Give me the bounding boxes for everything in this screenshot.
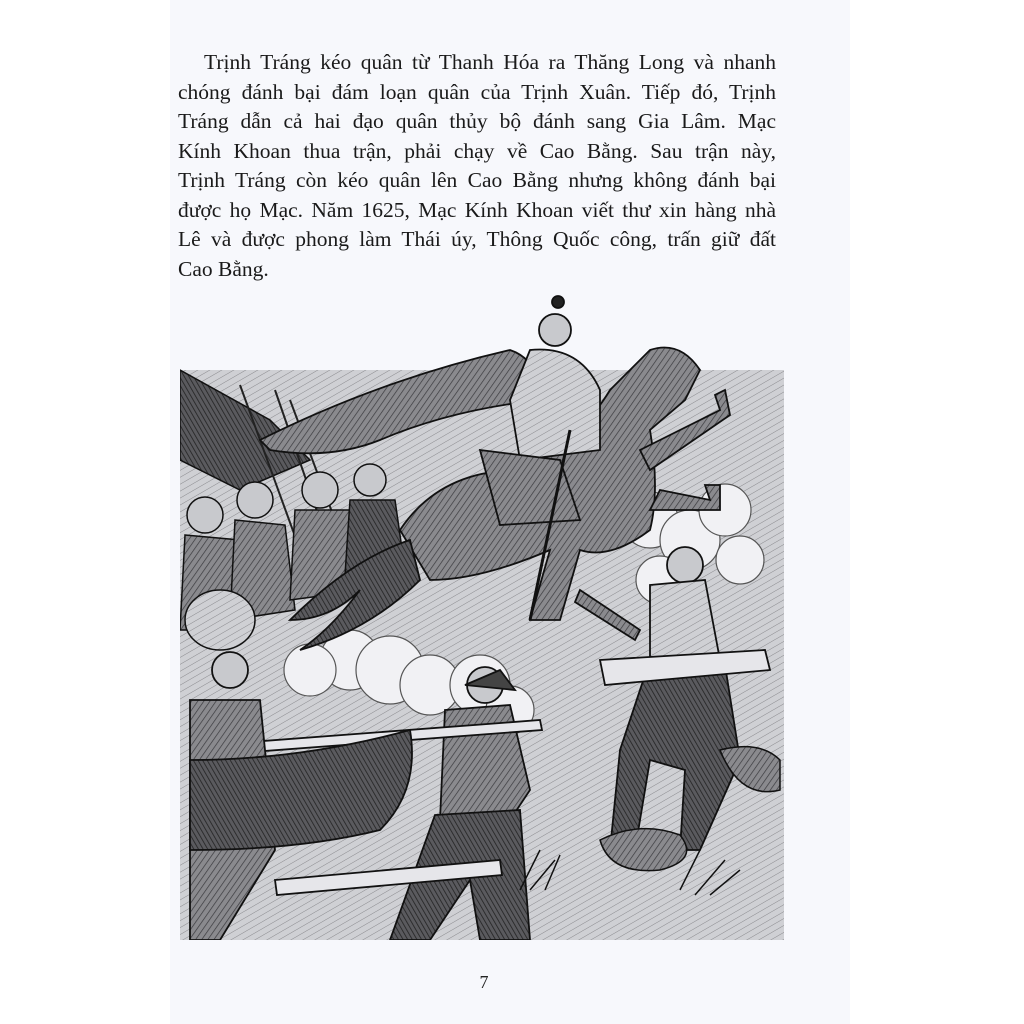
text-line: được họ Mạc. Năm 1625, Mạc Kính Khoan viết thư xin hàng nhà [178,197,776,222]
page-number-text: 7 [479,972,489,992]
text-line: chóng đánh bại đám loạn quân của Trịnh Xuân. Tiếp đó, Trịnh [178,79,776,104]
text-line: Trịnh Tráng còn kéo quân lên Cao Bằng nhưng không đánh bại [178,168,776,192]
paragraph [178,48,776,284]
text-line: Trịnh Tráng kéo quân từ Thanh Hóa ra Thăng Long và nhanh [204,50,776,74]
left-margin [0,0,170,1024]
text-line: Lê và được phong làm Thái úy, Thông Quốc công, trấn giữ đất [178,227,776,251]
text-line: Kính Khoan thua trận, phải chạy về Cao Bằng. Sau trận này, [178,138,776,163]
right-margin [850,0,1024,1024]
page-number [0,972,1024,993]
text-line: Cao Bằng. [178,256,269,281]
text-line: Tráng dẫn cả hai đạo quân thủy bộ đánh sang Gia Lâm. Mạc [178,109,776,133]
battle-illustration [180,290,784,940]
